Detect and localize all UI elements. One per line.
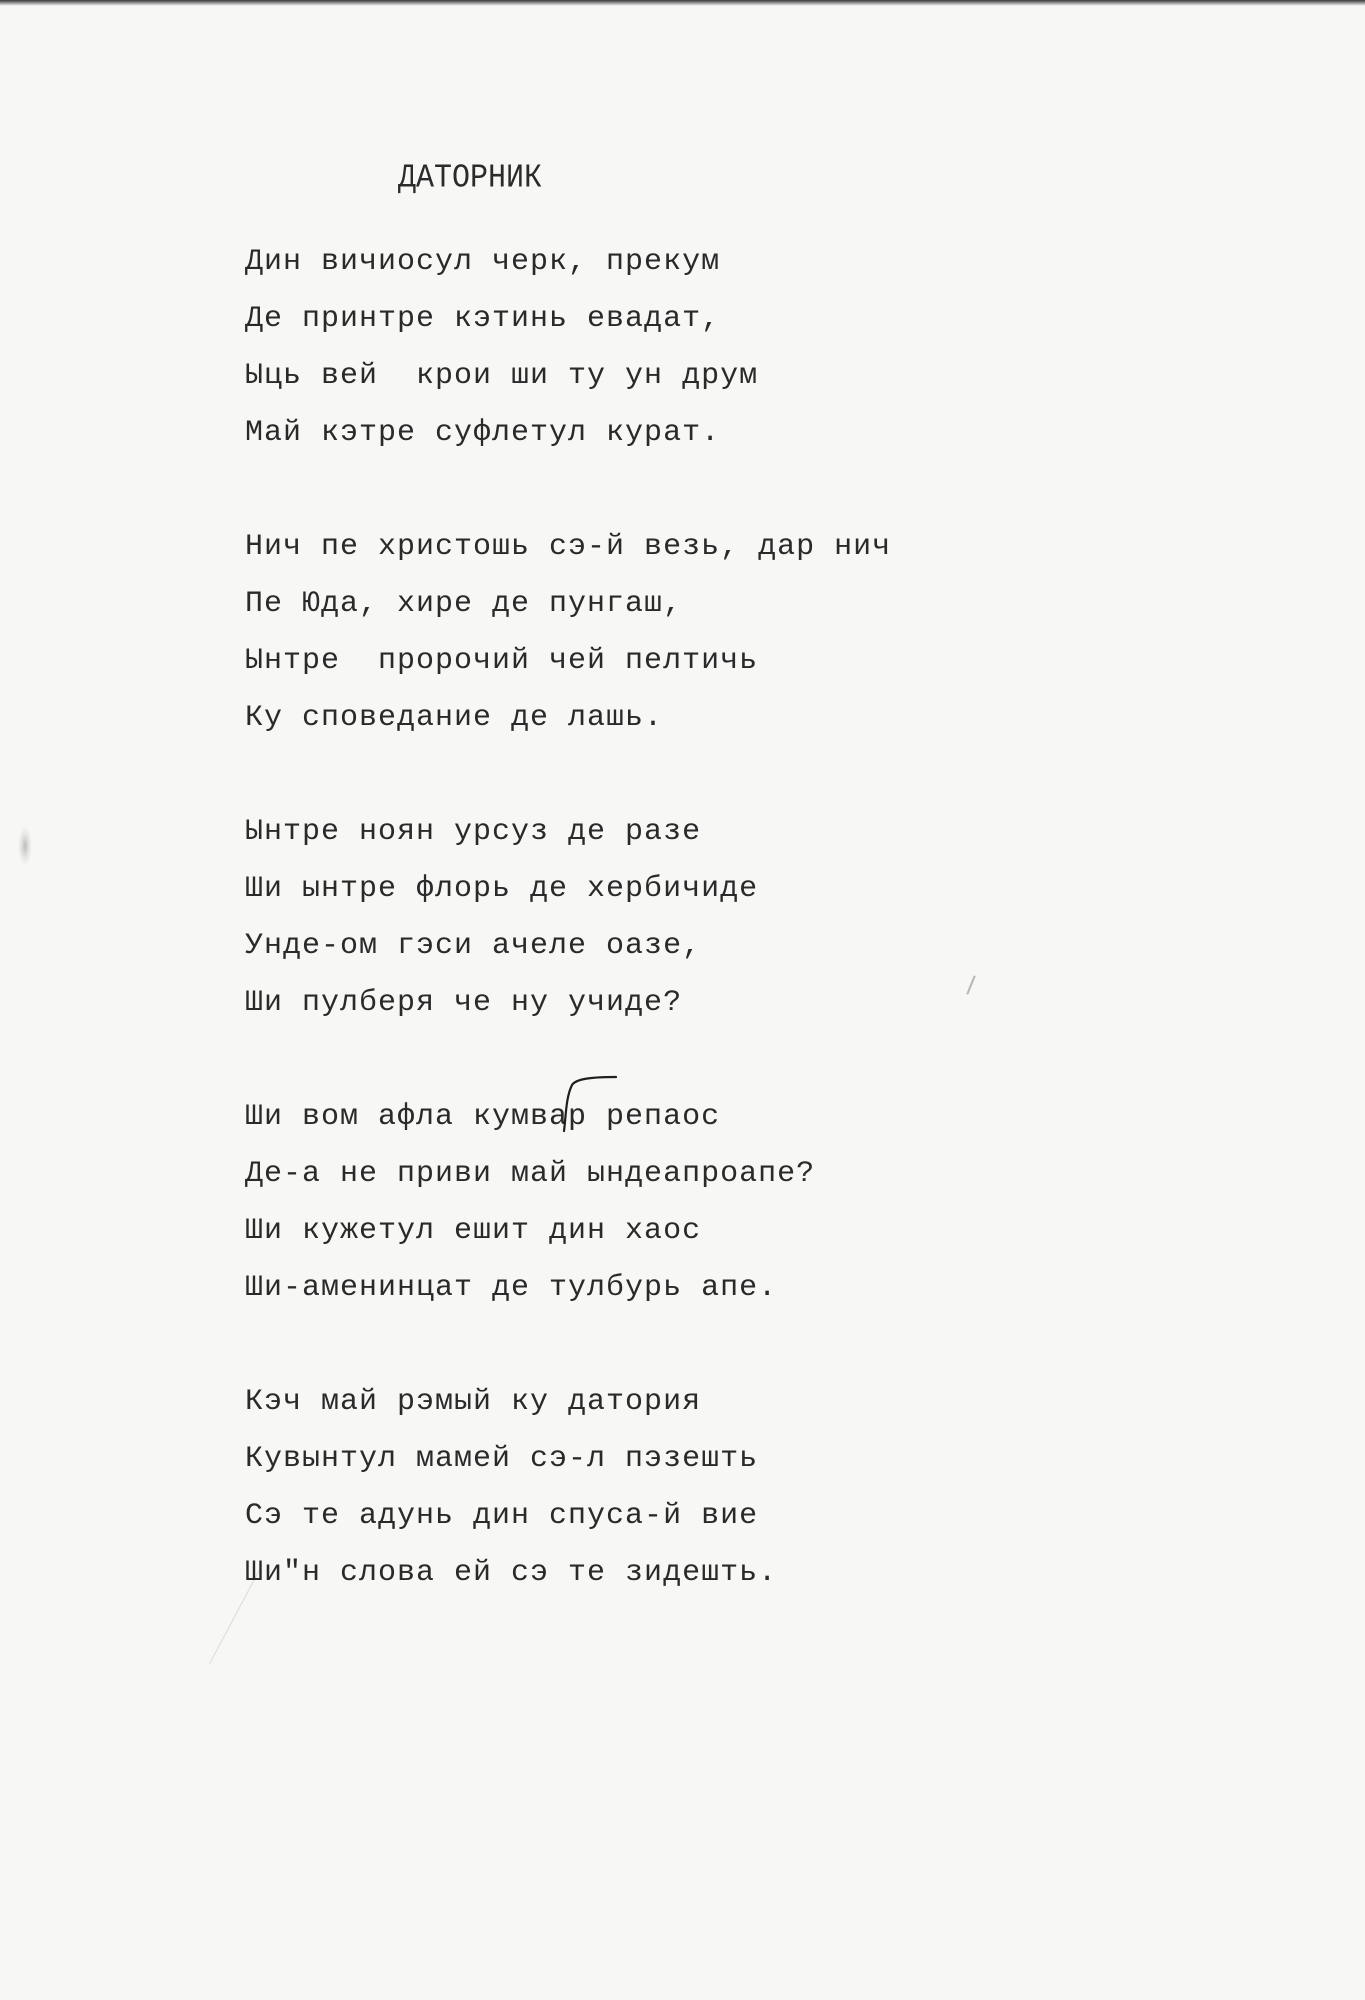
stanza-1 (245, 234, 1295, 462)
handwritten-correction-mark (560, 1075, 620, 1135)
scan-top-edge (0, 0, 1365, 6)
stanza-4 (245, 1089, 1295, 1317)
poem-line: Ыць вей крои ши ту ун друм (245, 359, 759, 393)
paper-speck (18, 826, 32, 866)
poem-line: Унде-ом гэси ачеле оазе, (245, 929, 702, 963)
poem-line: Ши вом афла кумвар репаос (245, 1100, 721, 1134)
poem-line: Кэч май рэмый ку датория (245, 1385, 702, 1419)
stanza-3 (245, 804, 1295, 1032)
poem-body (245, 234, 1295, 1659)
poem-line: Май кэтре суфлетул курат. (245, 416, 721, 450)
poem-line: Кувынтул мамей сэ-л пэзешть (245, 1442, 759, 1476)
poem-line: Ши кужетул ешит дин хаос (245, 1214, 702, 1248)
stanza-2 (245, 519, 1295, 747)
poem-line: Ши ынтре флорь де хербичиде (245, 872, 759, 906)
poem-line: Нич пе христошь сэ-й везь, дар нич (245, 530, 892, 564)
poem-line: Ынтре пророчий чей пелтичь (245, 644, 759, 678)
poem-line: Дин вичиосул черк, прекум (245, 245, 721, 279)
poem-line: Ши пулберя че ну учиде? (245, 986, 683, 1020)
poem-line: Де принтре кэтинь евадат, (245, 302, 721, 336)
poem-line: Ши"н слова ей сэ те зидешть. (245, 1556, 778, 1590)
poem-line: Ынтре ноян урсуз де разе (245, 815, 702, 849)
poem-line: Ку споведание де лашь. (245, 701, 664, 735)
poem-line: Сэ те адунь дин спуса-й вие (245, 1499, 759, 1533)
poem-title: ДАТОРНИК (397, 160, 543, 198)
poem-line: Де-а не приви май ындеапроапе? (245, 1157, 816, 1191)
poem-line: Ши-аменинцат де тулбурь апе. (245, 1271, 778, 1305)
poem-line: Пе Юда, хире де пунгаш, (245, 587, 683, 621)
stanza-5 (245, 1374, 1295, 1602)
